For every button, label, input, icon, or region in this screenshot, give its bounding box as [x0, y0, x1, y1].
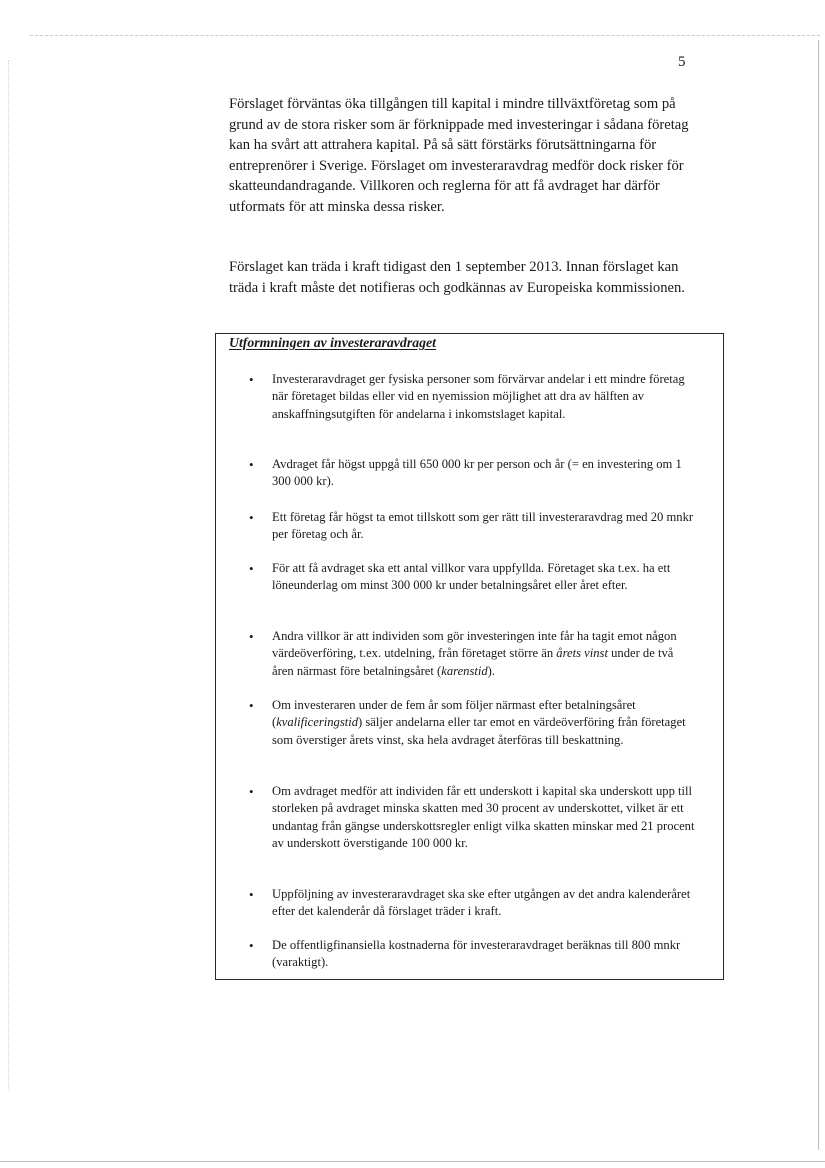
scan-left-edge-line: [8, 60, 9, 1090]
bullet-text: Investeraravdraget ger fysiska personer som förvärvar andelar i ett mindre företag när företaget bildas eller vid en nyemission möjlighet att dra av hälften av anskaffningsutgiften för andelarna i inkomstslaget kapital.: [272, 372, 685, 421]
bullet-icon: •: [249, 938, 254, 953]
bullet-text-part: Andra villkor är att individen som gör investeringen inte får ha tagit emot någon värdeöverföring, t.ex. utdelning, från företaget större än: [272, 629, 677, 661]
bullet-text: Avdraget får högst uppgå till 650 000 kr per person och år (= en investering om 1 300 000 kr).: [272, 457, 682, 489]
bullet-icon: •: [249, 698, 254, 713]
bullet-icon: •: [249, 887, 254, 902]
bullet-text-part: under de två åren närmast före betalningsåret (: [272, 646, 674, 678]
bullet-text: De offentligfinansiella kostnaderna för investeraravdraget beräknas till 800 mnkr (varaktigt).: [272, 938, 681, 970]
bullet-text: [272, 628, 698, 680]
bullet-text-italic: karenstid: [441, 663, 488, 678]
bullet-icon: •: [249, 784, 254, 799]
bullet-text: Om avdraget medför att individen får ett underskott i kapital ska underskott upp till storleken på avdraget minska skatten med 30 procent av underskottet, vilket är ett undantag från gängse underskottsregler enligt vilka skatten minskar med 21 procent av underskott överstigande 100 000 kr.: [272, 784, 695, 851]
scan-bottom-edge-line: [0, 1161, 825, 1162]
page-number: 5: [678, 54, 686, 70]
bullet-text: För att få avdraget ska ett antal villkor vara uppfyllda. Företaget ska t.ex. ha ett löneunderlag om minst 300 000 kr under betalningsåret eller året efter.: [272, 561, 671, 593]
bullet-icon: •: [249, 510, 254, 525]
bullet-icon: •: [249, 457, 254, 472]
bullet-text-part: ).: [487, 663, 495, 678]
summary-box-title: Utformningen av investeraravdraget: [229, 335, 436, 350]
bullet-text: [272, 697, 698, 749]
bullet-icon: •: [249, 372, 254, 387]
bullet-text: Ett företag får högst ta emot tillskott som ger rätt till investeraravdrag med 20 mnkr per företag och år.: [272, 510, 694, 542]
scan-top-edge-line: [30, 35, 820, 36]
bullet-icon: •: [249, 561, 254, 576]
bullet-text-italic: kvalificeringstid: [276, 715, 359, 730]
scan-right-edge-line: [818, 40, 819, 1150]
bullet-text-part: Om investeraren under de fem år som följer närmast efter betalningsåret (: [272, 698, 636, 730]
bullet-text-italic: årets vinst: [556, 646, 608, 661]
summary-box: [215, 333, 724, 980]
bullet-text: Uppföljning av investeraravdraget ska ske efter utgången av det andra kalenderåret efter det kalenderår då förslaget träder i kraft.: [272, 887, 691, 919]
bullet-text-part: ) säljer andelarna eller tar emot en värdeöverföring från företaget som överstiger årets vinst, ska hela avdraget återföras till beskattning.: [272, 715, 686, 747]
body-paragraph-2: Förslaget kan träda i kraft tidigast den 1 september 2013. Innan förslaget kan träda i kraft måste det notifieras och godkännas av Europeiska kommissionen.: [229, 259, 685, 296]
bullet-icon: •: [249, 629, 254, 644]
body-paragraph-1: Förslaget förväntas öka tillgången till kapital i mindre tillväxtföretag som på grund av de stora risker som är förknippade med investeringar i sådana företag kan ha svårt att attrahera kapital. På så sätt förstärks förutsättningarna för entreprenörer i Sverige. Förslaget om investeraravdrag medför dock risker för skatteundandragande. Villkoren och reglerna för att få avdraget har därför utformats för att minska dessa risker.: [229, 96, 689, 215]
